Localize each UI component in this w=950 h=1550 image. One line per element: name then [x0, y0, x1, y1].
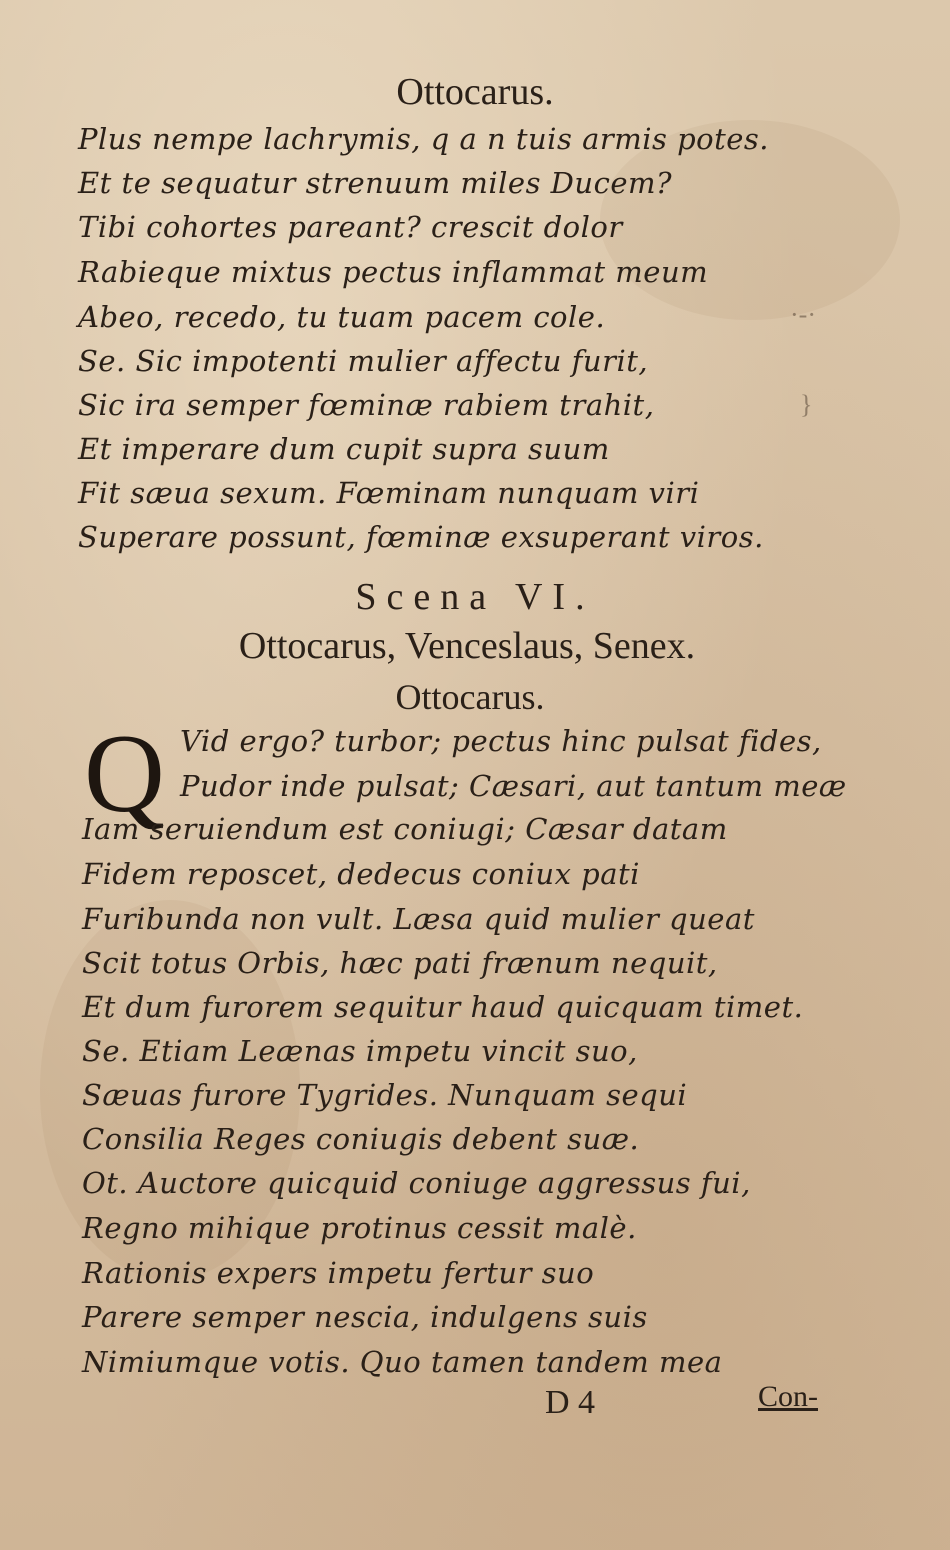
verse-line: Rabieque mixtus pectus inflammat meum [78, 255, 709, 289]
catchword: Con- [758, 1380, 818, 1413]
running-head: Ottocarus. [396, 71, 554, 113]
drop-cap: Q [84, 712, 165, 836]
verse-line: Se. Etiam Leænas impetu vincit suo, [82, 1034, 638, 1068]
verse-line: Iam seruiendum est coniugi; Cæsar datam [82, 812, 728, 846]
verse-line: Se. Sic impotenti mulier affectu furit, [78, 344, 649, 378]
verse-line: Ot. Auctore quicquid coniuge aggressus fui, [82, 1166, 751, 1200]
signature-mark: D 4 [545, 1384, 596, 1421]
verse-line: Nimiumque votis. Quo tamen tandem mea [82, 1345, 723, 1379]
verse-line: Furibunda non vult. Læsa quid mulier queat [82, 902, 755, 936]
verse-line: Et te sequatur strenuum miles Ducem? [78, 166, 673, 200]
verse-line: Sæuas furore Tygrides. Nunquam sequi [82, 1078, 688, 1112]
verse-line: Fit sæua sexum. Fœminam nunquam viri [78, 476, 700, 510]
verse-line: Sic ira semper fœminæ rabiem trahit, [78, 388, 655, 422]
verse-line: Vid ergo? turbor; pectus hinc pulsat fides, [180, 724, 822, 758]
scene-title: Scena VI. [355, 576, 595, 618]
verse-line: Et dum furorem sequitur haud quicquam timet. [82, 990, 804, 1024]
verse-line: Rationis expers impetu fertur suo [82, 1256, 595, 1290]
scene-persons: Ottocarus, Venceslaus, Senex. [238, 625, 696, 667]
verse-line: Regno mihique protinus cessit malè. [82, 1211, 637, 1245]
margin-mark: ·-· [790, 300, 816, 329]
verse-line: Fidem reposcet, dedecus coniux pati [82, 857, 640, 891]
verse-line: Parere semper nescia, indulgens suis [82, 1300, 648, 1334]
verse-line: Consilia Reges coniugis debent suæ. [82, 1122, 640, 1156]
verse-line: Et imperare dum cupit supra suum [78, 432, 610, 466]
verse-line: Scit totus Orbis, hæc pati frænum nequit, [82, 946, 718, 980]
margin-mark: } [800, 390, 813, 419]
speaker-name: Ottocarus. [395, 677, 545, 717]
verse-line: Pudor inde pulsat; Cæsari, aut tantum meæ [180, 769, 847, 803]
verse-line: Plus nempe lachrymis, q a n tuis armis potes. [78, 122, 770, 156]
verse-line: Tibi cohortes pareant? crescit dolor [78, 210, 623, 244]
verse-line: Superare possunt, fœminæ exsuperant viros. [78, 520, 764, 554]
verse-line: Abeo, recedo, tu tuam pacem cole. [78, 300, 606, 334]
